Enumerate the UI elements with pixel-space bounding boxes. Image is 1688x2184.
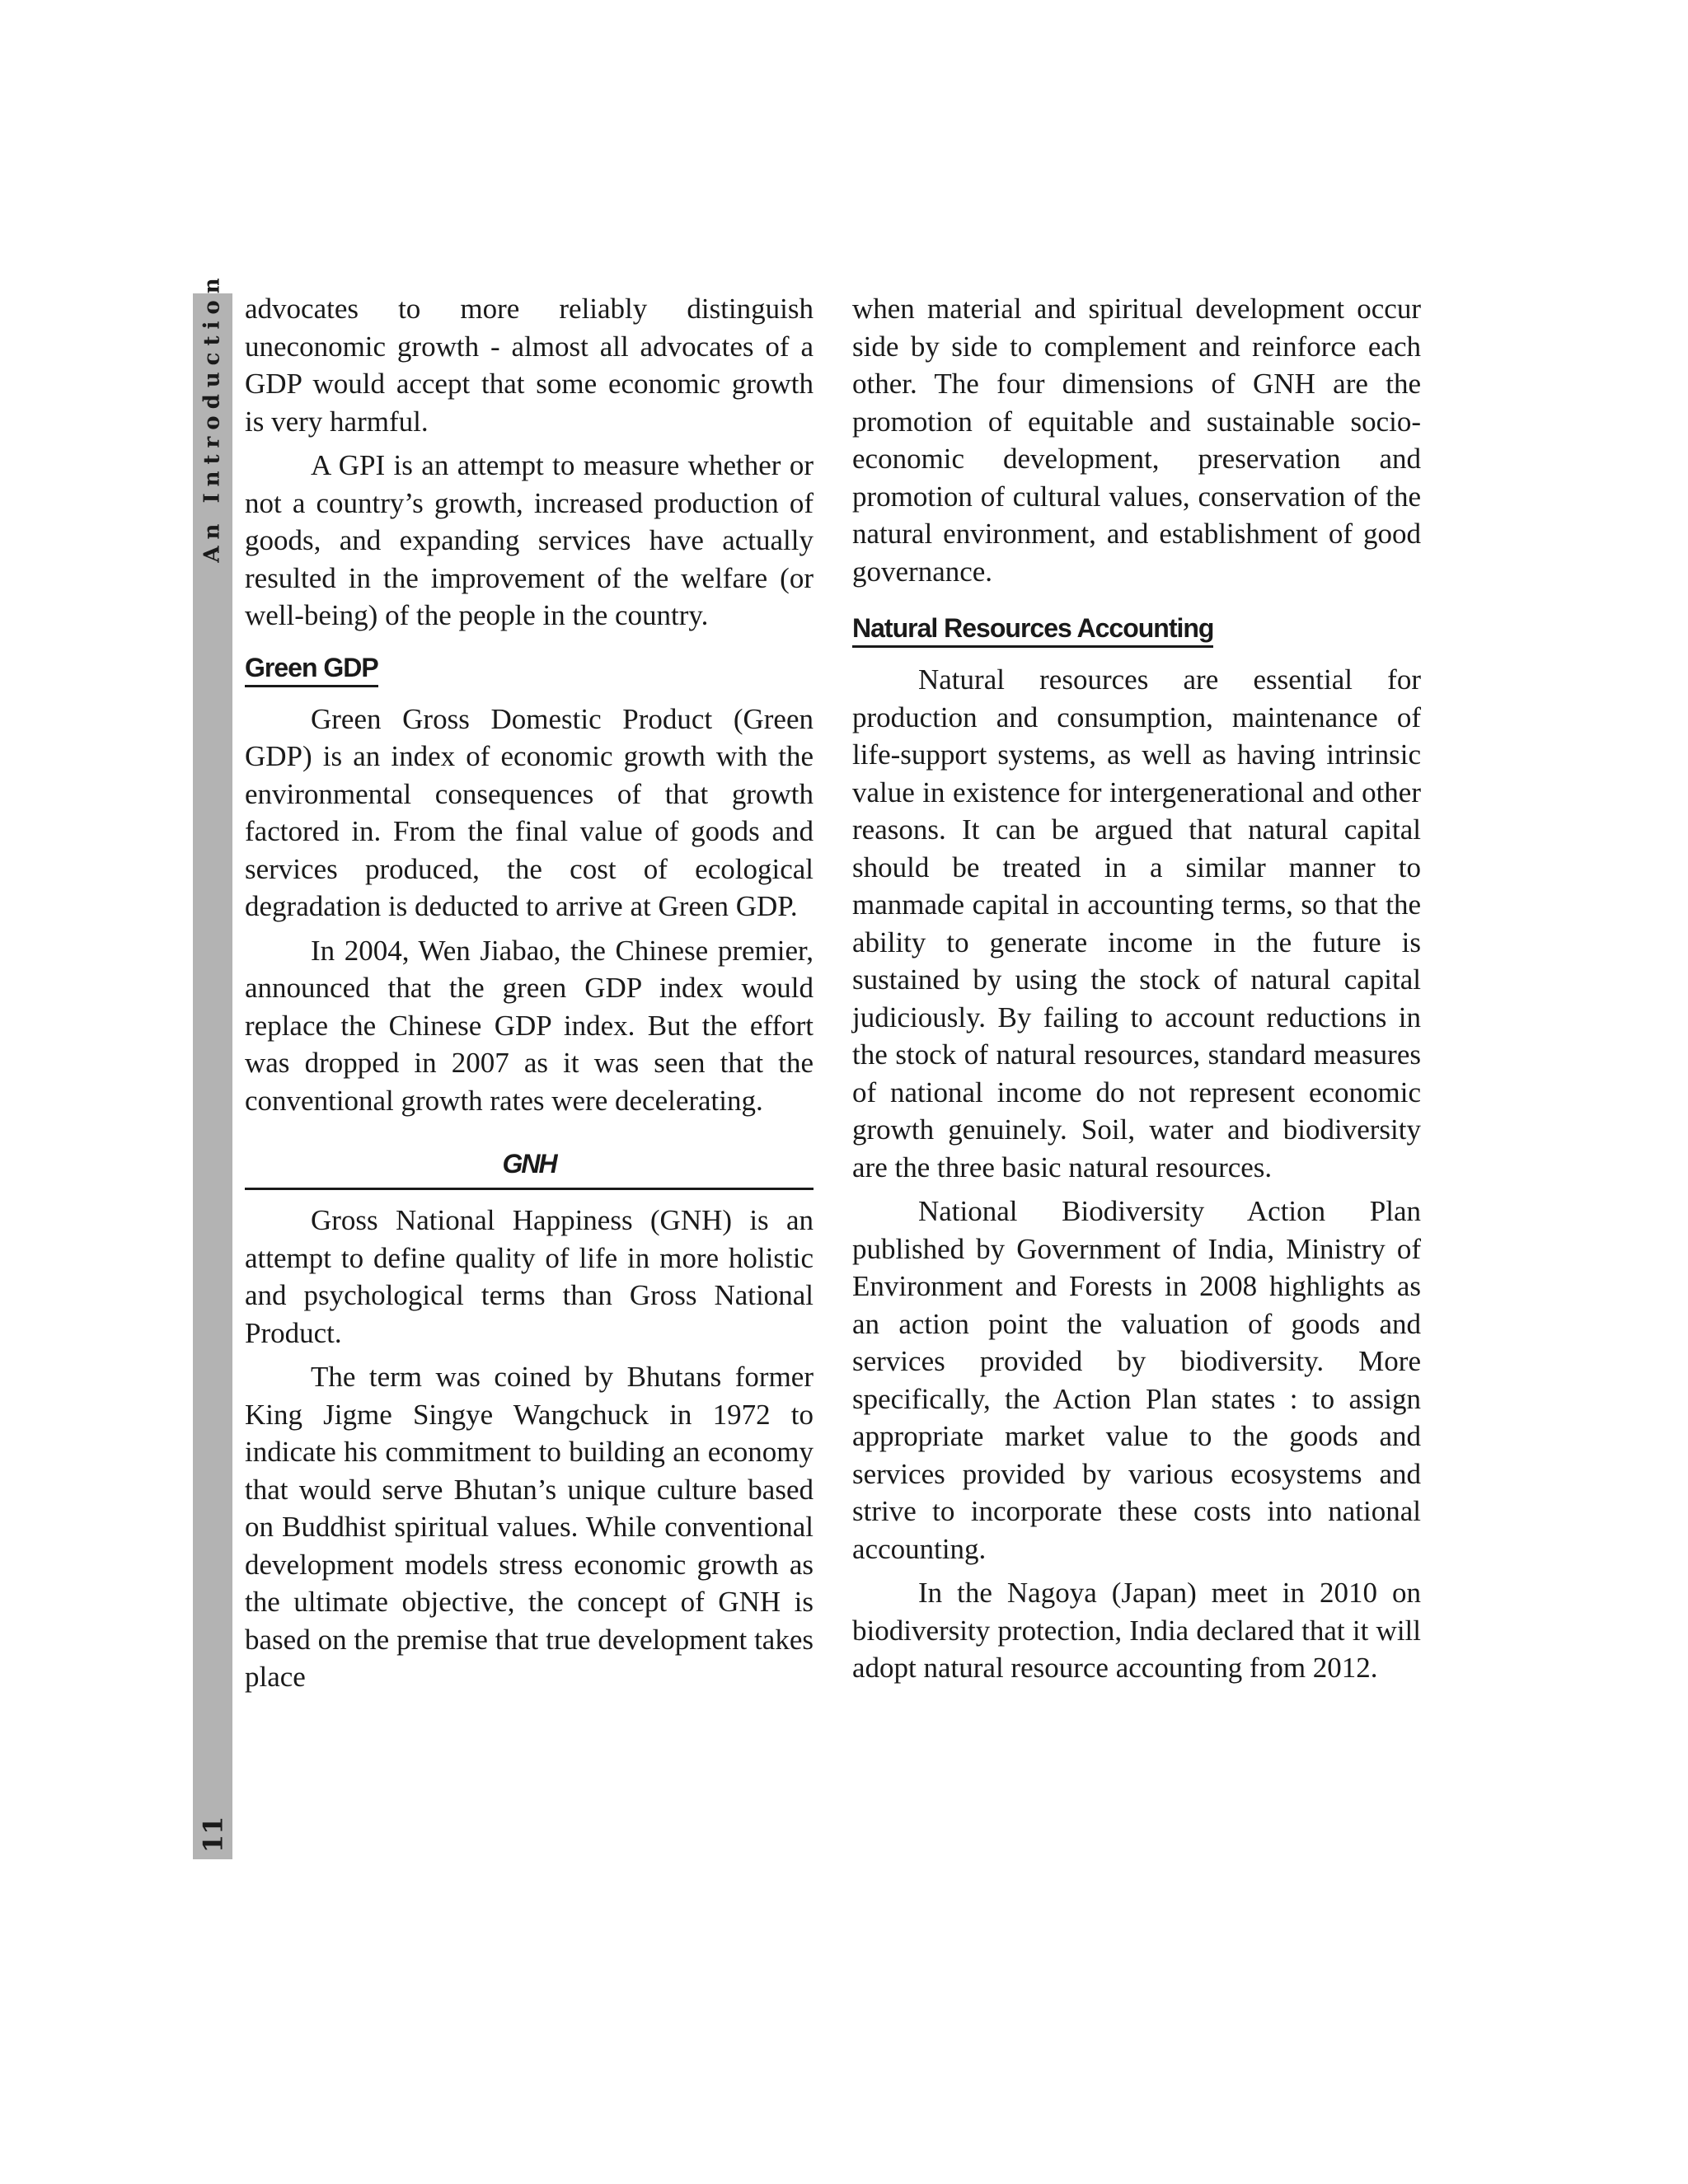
heading-natural-resources-accounting: Natural Resources Accounting (852, 613, 1213, 648)
left-column (245, 290, 814, 1703)
paragraph-gdp-advocates: advocates to more reliably distinguish uneconomic growth - almost all advocates of a GDP would accept that some economic growth is very harmful. (245, 293, 814, 438)
paragraph-biodiversity-action-plan: National Biodiversity Action Plan published by Government of India, Ministry of Environment and Forests in 2008 highlights as an action point the valuation of goods and services provided by biodiversity. More specifically, the Action Plan states : to assign appropriate market value to the goods and services provided by various ecosystems and strive to incorporate these costs into national accounting. (852, 1195, 1421, 1565)
green-gdp-heading-wrap (245, 653, 814, 687)
paragraph-green-gdp-china: In 2004, Wen Jiabao, the Chinese premier, announced that the green GDP index would replace the Chinese GDP index. But the effort was dropped in 2007 as it was seen that the conventional growth rates were decelerating. (245, 934, 814, 1117)
nra-heading-wrap (852, 613, 1421, 648)
paragraph-nagoya: In the Nagoya (Japan) meet in 2010 on biodiversity protection, India declared that it will adopt natural resource accounting from 2012. (852, 1577, 1421, 1684)
right-column (852, 290, 1421, 1694)
paragraph-gnh-definition: Gross National Happiness (GNH) is an attempt to define quality of life in more holistic and psychological terms than Gross National Product. (245, 1204, 814, 1349)
heading-gnh: GNH (245, 1149, 814, 1190)
paragraph-green-gdp-definition: Green Gross Domestic Product (Green GDP) is an index of economic growth with the environmental consequences of that growth factored in. From the final value of goods and services produced, the cost of ecological degradation is deducted to arrive at Green GDP. (245, 702, 814, 922)
paragraph-natural-resources: Natural resources are essential for production and consumption, maintenance of life-support systems, as well as having intrinsic value in existence for intergenerational and other reasons. It can be argued that natural capital should be treated in a similar manner to manmade capital in accounting terms, so that the ability to generate income in the future is sustained by using the stock of natural capital judiciously. By failing to account reductions in the stock of natural resources, standard measures of national income do not represent economic growth genuinely. Soil, water and biodiversity are the three basic natural resources. (852, 663, 1421, 1183)
page-number-text: 11 (197, 1816, 228, 1854)
running-title-text: An Introduction (200, 271, 226, 563)
paragraph-gpi: A GPI is an attempt to measure whether or not a country’s growth, increased production of goods, and expanding services have actually resulted in the improvement of the welfare (or well-being) of the people in the country. (245, 449, 814, 631)
running-title (193, 271, 232, 563)
paragraph-gnh-dimensions: when material and spiritual development occur side by side to complement and reinforce each other. The four dimensions of GNH are the promotion of equitable and sustainable socio-economic development, preservation and promotion of cultural values, conservation of the natural environment, and establishment of good governance. (852, 293, 1421, 588)
paragraph-gnh-origin: The term was coined by Bhutans former King Jigme Singye Wangchuck in 1972 to indicate his commitment to building an economy that would serve Bhutan’s unique culture based on Buddhist spiritual values. While conventional development models stress economic growth as the ultimate objective, the concept of GNH is based on the premise that true development takes place (245, 1361, 814, 1693)
page-number (193, 1810, 232, 1859)
heading-green-gdp: Green GDP (245, 653, 378, 687)
